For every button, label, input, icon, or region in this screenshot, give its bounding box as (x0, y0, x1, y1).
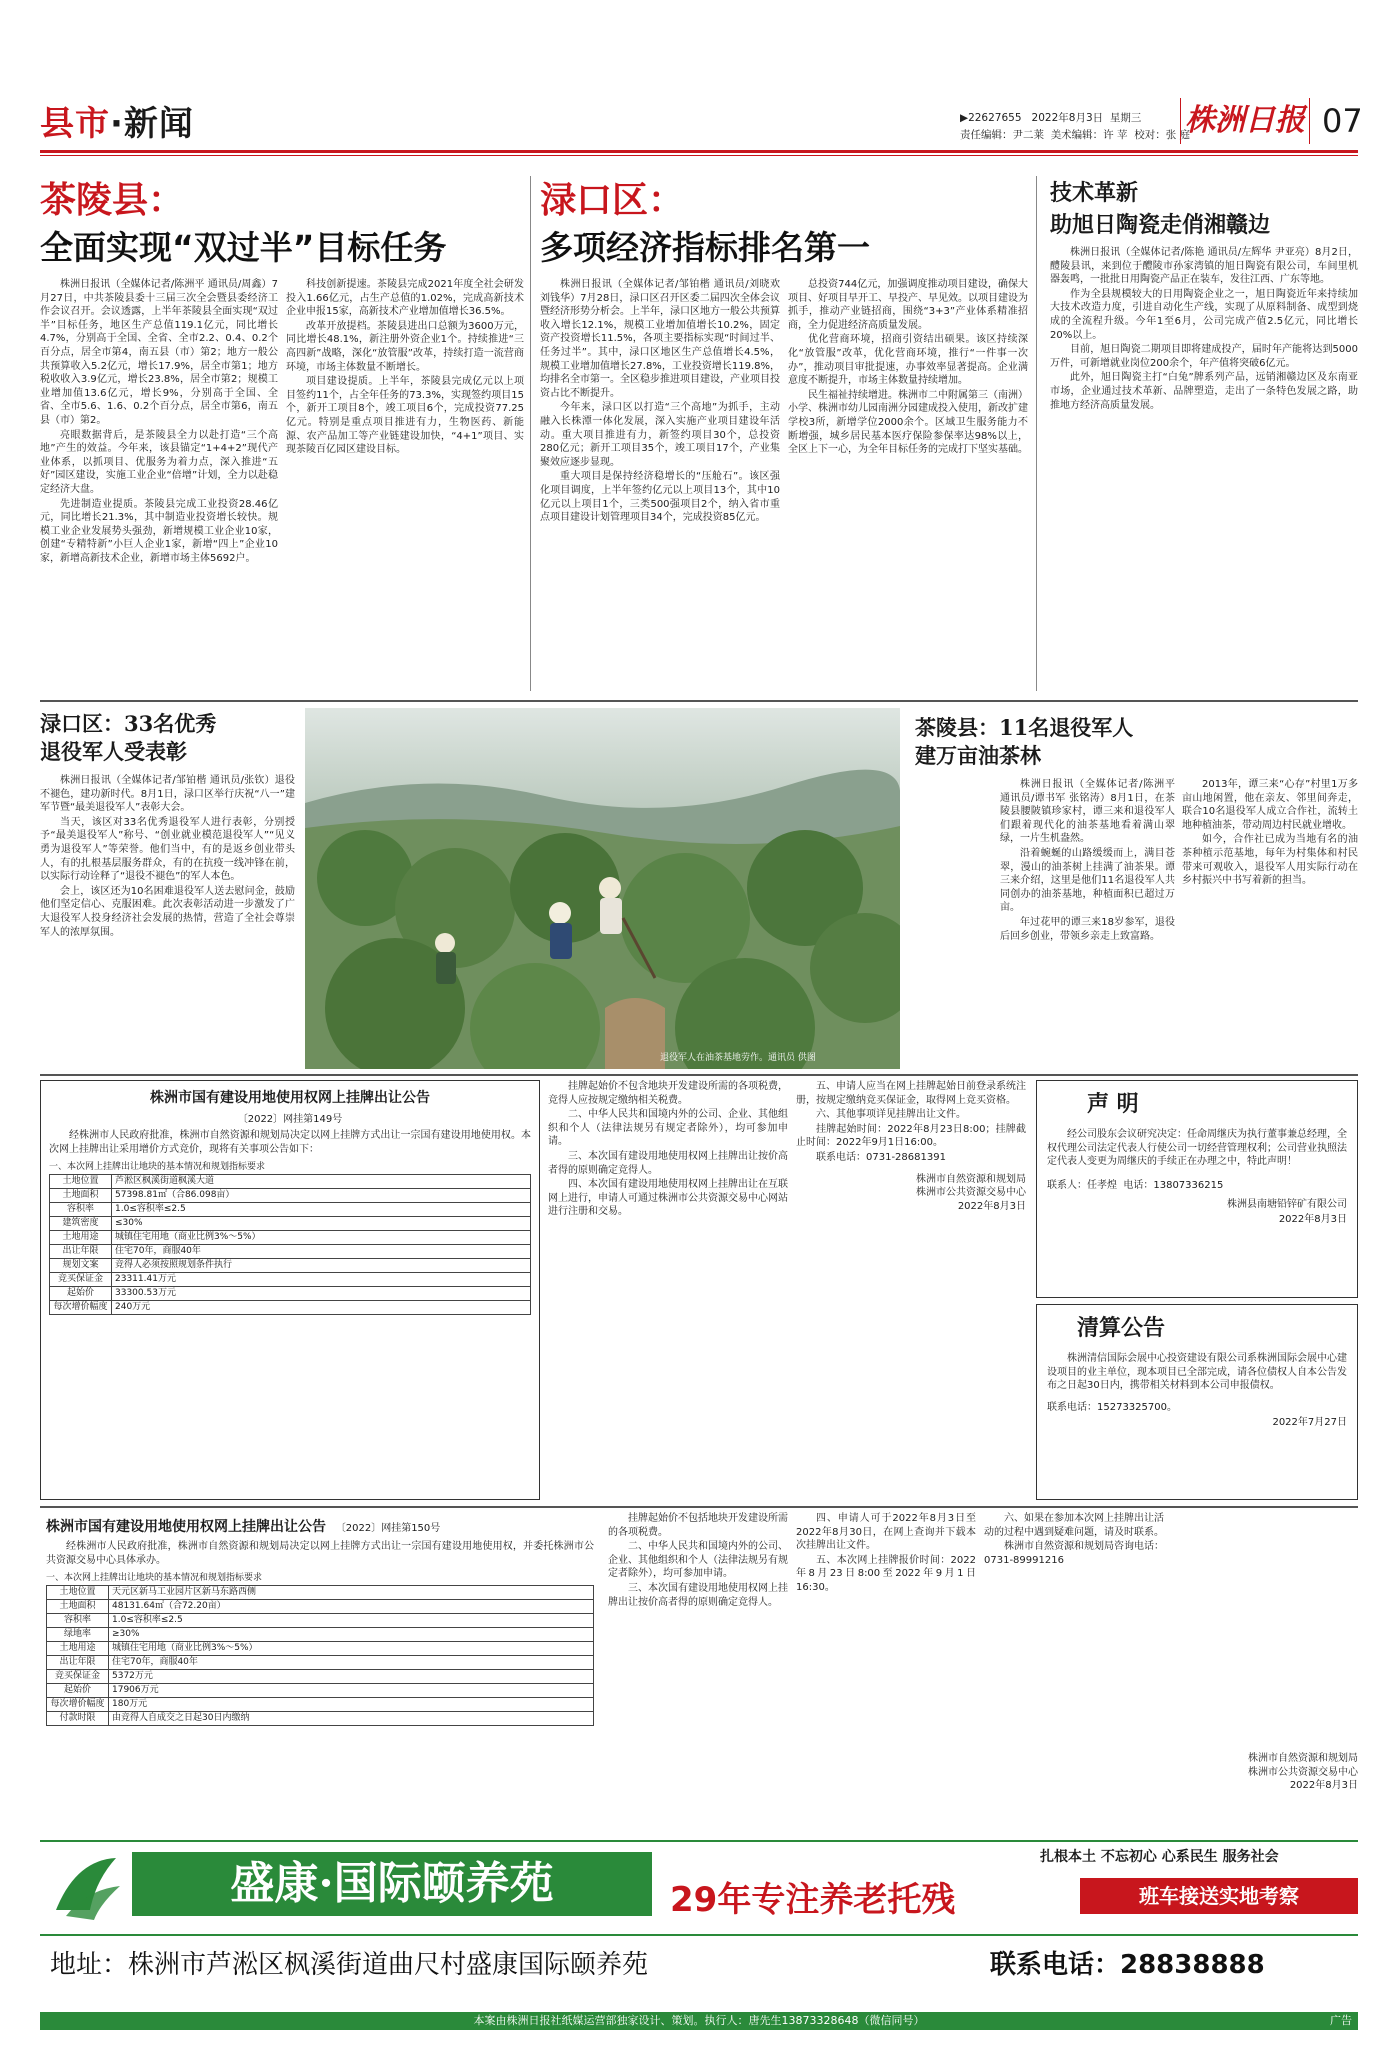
story2-headline: 多项经济指标排名第一 (540, 228, 870, 267)
table-row (50, 1203, 531, 1217)
statement-box (1036, 1080, 1358, 1298)
header-rule-thin (40, 155, 1358, 156)
paragraph: 2013年，谭三来“心存”村里1万多亩山地闲置，他在亲友、邻里间奔走，联合10名退役军人成立合作社，流转土地种植油茶，带动周边村民就业增收。 (1182, 779, 1358, 831)
table-row (47, 1712, 594, 1726)
row-label: 出让年限 (50, 1245, 112, 1259)
liquidation-title: 清算公告 (1077, 1315, 1166, 1341)
notice-title: 株洲市国有建设用地使用权网上挂牌出让公告 〔2022〕网挂第150号 (46, 1519, 441, 1535)
story5-headline-2: 建万亩油茶林 (915, 743, 1041, 768)
table-row (47, 1642, 594, 1656)
table-row (47, 1628, 594, 1642)
statement-body (1047, 1128, 1347, 1170)
proof-credit: 校对：张 庭 (1134, 129, 1191, 141)
table-row (50, 1189, 531, 1203)
photo-illustration (305, 708, 900, 1069)
table-row (47, 1670, 594, 1684)
parcel-table (49, 1174, 531, 1315)
row-label: 土地面积 (47, 1600, 109, 1614)
row-label: 土地用途 (47, 1642, 109, 1656)
row-value: 竞得人必须按照规划条件执行 (112, 1259, 531, 1273)
row-label: 规划文案 (50, 1259, 112, 1273)
table-row (47, 1698, 594, 1712)
ad-footer (40, 2012, 1358, 2030)
row-label: 容积率 (47, 1614, 109, 1628)
paragraph: 二、中华人民共和国境内外的公司、企业、其他组织和个人（法律法规另有规定者除外），均可参加申请。 (548, 1109, 788, 1148)
row-label: 土地用途 (50, 1231, 112, 1245)
row-value: 180万元 (109, 1698, 594, 1712)
row-value: 由竞得人自成交之日起30日内缴纳 (109, 1712, 594, 1726)
liquidation-date: 2022年7月27日 (1272, 1416, 1347, 1428)
paragraph: 株洲日报讯（全媒体记者/陈洲平 通讯员/谭书军 张铭涛）8月1日，在茶陵县腰陂镇珍家村，谭三来和退役军人们跟着现代化的油茶基地看着满山翠绿，一片生机盎然。 (1000, 779, 1175, 845)
row-value: 17906万元 (109, 1684, 594, 1698)
paragraph: 目前，旭日陶瓷二期项目即将建成投产，届时年产能将达到5000万件，可新增就业岗位200余个，年产值将突破6亿元。 (1050, 344, 1358, 369)
header-info (960, 110, 1190, 144)
paragraph: 科技创新提速。茶陵县完成2021年度全社会研发投入1.66亿元，占生产总值的1.02%，完成高新技术企业申报15家，高新技术产业增加值增长36.5%。 (286, 279, 524, 318)
story1-column-2 (286, 278, 524, 698)
row-label: 土地面积 (50, 1189, 112, 1203)
row-label: 竞买保证金 (47, 1670, 109, 1684)
notice-number: 〔2022〕网挂第149号 (237, 1114, 343, 1125)
story3-body (1050, 246, 1358, 694)
row-value: 住宅70年，商服40年 (109, 1656, 594, 1670)
row-label: 出让年限 (47, 1656, 109, 1670)
statement-title: 声 明 (1087, 1091, 1139, 1117)
table-row (50, 1217, 531, 1231)
paragraph: 会上，该区还为10名困难退役军人送去慰问金，鼓励他们坚定信心、克服困难。此次表彰活动进一步激发了广大退役军人投身经济社会发展的热情，营造了全社会尊崇军人的浓厚氛围。 (40, 885, 295, 938)
paragraph: 作为全县规模较大的日用陶瓷企业之一，旭日陶瓷近年来持续加大技术改造力度，引进自动化生产线，实现了从原料制备、成型到烧成的全流程升级。今年1至6月，公司完成产值2.5亿元，同比增长20%以上。 (1050, 288, 1358, 341)
story2-column-1 (540, 278, 780, 698)
paragraph: 株洲日报讯（全媒体记者/陈洲平 通讯员/周鑫）7月27日，中共茶陵县委十三届三次全会暨县委经济工作会议召开。会议透露，上半年茶陵县全面实现“双过半”目标任务，地区生产总值119.1亿元，同比增长4.7%，分别高于全国、全省、全市2.2、0.4、0.2个百分点，居全市第4，南五县（市）第2；地方一般公共预算收入5.2亿元，增长17.9%，居全市第1；地方税收收入3.9亿元，增长23.8%，居全市第2；规模工业增加值13.6亿元，增长9%，分别高于全国、全省、全市5.6、1.6、0.2个百分点，居全市第6，南五县（市）第2。 (40, 279, 278, 426)
oil-tea-photo (305, 708, 900, 1069)
notice1-column-2 (548, 1080, 788, 1500)
row-label: 土地位置 (50, 1175, 112, 1189)
paragraph: 项目建设提质。上半年，茶陵县完成亿元以上项目签约11个，占全年任务的73.3%，实现签约项目15个，新开工项目8个，竣工项目6个，完成投资77.25亿元。特别是重点项目推进有力，生物医药、新能源、农产品加工等产业链建设加快，“4+1”项目、实现茶陵百亿园区建设目标。 (286, 376, 524, 456)
paragraph: 株洲日报讯（全媒体记者/邹铂楷 通讯员/张钦）退役不褪色，建功新时代。8月1日，渌口区举行庆祝“八一”建军节暨“最美退役军人”表彰大会。 (40, 775, 295, 814)
table-row (47, 1684, 594, 1698)
notice-intro (46, 1540, 594, 1568)
notice2-column-5 (1172, 1512, 1358, 1834)
notice-date: 2022年8月3日 (957, 1200, 1026, 1212)
paragraph: 六、其他事项详见挂牌出让文件。 (816, 1109, 966, 1121)
row-label: 起始价 (50, 1287, 112, 1301)
ad-tagline: 29年专注养老托残 (670, 1880, 956, 1920)
statement-date: 2022年8月3日 (1278, 1213, 1347, 1225)
story1-headline: 全面实现“双过半”目标任务 (40, 228, 447, 267)
advertisement (40, 1840, 1358, 2010)
row-label: 起始价 (47, 1684, 109, 1698)
notice-sign: 株洲市自然资源和规划局 (1248, 1753, 1358, 1764)
story4-headline-2: 退役军人受表彰 (40, 739, 187, 764)
table-caption: 一、本次网上挂牌出让地块的基本情况和规划指标要求 (46, 1573, 263, 1584)
issue-date: 2022年8月3日 (1031, 112, 1104, 124)
hotline: ▶22627655 (960, 112, 1022, 124)
row-value: 住宅70年，商服40年 (112, 1245, 531, 1259)
paragraph: 四、申请人可于2022年8月3日至2022年8月30日，在网上查询并下载本次挂牌出让文件。 (796, 1513, 976, 1552)
ad-brand: 盛康·国际颐养苑 (132, 1852, 652, 1916)
paragraph: 四、本次国有建设用地使用权网上挂牌出让在互联网上进行，申请人可通过株洲市公共资源交易中心网站进行注册和交易。 (548, 1179, 788, 1218)
notice-title: 株洲市国有建设用地使用权网上挂牌出让公告 (150, 1090, 430, 1106)
paragraph: 经公司股东会议研究决定：任命周继庆为执行董事兼总经理，全权代理公司法定代表人行使公司一切经营管理权利；公司营业执照法定代表人变更为周继庆的手续正在办理之中，特此声明！ (1047, 1129, 1347, 1168)
section-divider (40, 1074, 1358, 1076)
ad-slogan: 扎根本土 不忘初心 心系民生 服务社会 (1040, 1849, 1279, 1865)
row-label: 每次增价幅度 (50, 1301, 112, 1315)
notice-sign: 株洲市自然资源和规划局 (916, 1173, 1026, 1185)
paragraph: 当天，该区对33名优秀退役军人进行表彰，分别授予“最美退役军人”称号、“创业就业模范退役军人”“见义勇为退役军人”等荣誉。他们当中，有的是返乡创业带头人，有的扎根基层服务群众，有的在抗疫一线冲锋在前，以实际行动诠释了“退役不褪色”的军人本色。 (40, 816, 295, 883)
paragraph: 经株洲市人民政府批准，株洲市自然资源和规划局决定以网上挂牌方式出让一宗国有建设用地使用权。本次网上挂牌出让采用增价方式竞价，现将有关事项公告如下： (49, 1130, 531, 1155)
ad-mark: 广告 (1330, 2014, 1352, 2027)
table-row (50, 1245, 531, 1259)
paragraph: 三、本次国有建设用地使用权网上挂牌出让按价高者得的原则确定竞得人。 (548, 1150, 788, 1176)
header-rule (40, 150, 1358, 153)
paragraph: 经株洲市人民政府批准，株洲市自然资源和规划局决定以网上挂牌方式出让一宗国有建设用地使用权，并委托株洲市公共资源交易中心具体承办。 (46, 1541, 594, 1566)
art-credit: 美术编辑：许 苹 (1050, 129, 1128, 141)
statement-company: 株洲县南塘铅锌矿有限公司 (1227, 1198, 1347, 1210)
story1-kicker: 茶陵县： (40, 179, 185, 221)
row-value: 23311.41万元 (112, 1273, 531, 1287)
notice-contact: 株洲市自然资源和规划局咨询电话：0731-89991216 (984, 1541, 1164, 1566)
notice2-column-2 (608, 1512, 788, 1834)
ad-tagline-2: 班车接送实地考察 (1080, 1878, 1358, 1914)
table-row (50, 1287, 531, 1301)
table-row (50, 1273, 531, 1287)
notice-sign-2: 株洲市公共资源交易中心 (916, 1187, 1026, 1199)
statement-contact (1047, 1176, 1347, 1191)
paragraph: 挂牌起始价不包括地块开发建设所需的各项税费。 (608, 1513, 788, 1538)
contact-phone: 电话：13807336215 (1123, 1179, 1224, 1191)
ad-credit: 本案由株洲日报社纸媒运营部独家设计、策划。执行人：唐先生13873328648（微信同号） (473, 2014, 925, 2027)
paragraph: 五、申请人应当在网上挂牌起始日前登录系统注册，按规定缴纳竞买保证金，取得网上竞买资格。 (796, 1081, 1026, 1106)
row-value: 240万元 (112, 1301, 531, 1315)
row-value: 48131.64㎡（合72.20亩） (109, 1600, 594, 1614)
table-row (50, 1259, 531, 1273)
row-label: 竞买保证金 (50, 1273, 112, 1287)
weekday: 星期三 (1109, 112, 1142, 124)
row-value: ≤30% (112, 1217, 531, 1231)
masthead-logo: 株洲日报 (1180, 98, 1310, 144)
table-row (47, 1600, 594, 1614)
table-row (47, 1656, 594, 1670)
notice1-column-3 (796, 1080, 1026, 1500)
table-row (50, 1231, 531, 1245)
notice-intro (49, 1129, 531, 1157)
notice-number: 〔2022〕网挂第150号 (335, 1523, 441, 1534)
paragraph: 三、本次国有建设用地使用权网上挂牌出让按价高者得的原则确定竞得人。 (608, 1582, 788, 1608)
paragraph: 六、如果在参加本次网上挂牌出让活动的过程中遇到疑难问题，请及时联系。 (984, 1513, 1164, 1538)
editor-credit: 责任编辑：尹二莱 (960, 129, 1044, 141)
row-value: 33300.53万元 (112, 1287, 531, 1301)
table-row (47, 1614, 594, 1628)
contact-name: 联系人：任孝煌 (1047, 1179, 1117, 1191)
notice-contact: 联系电话：0731-28681391 (816, 1151, 946, 1163)
paragraph: 株洲日报讯（全媒体记者/陈艳 通讯员/左辉华 尹亚亮）8月2日，醴陵县讯，来到位于醴陵市孙家湾镇的旭日陶瓷有限公司，车间里机器轰鸣，一批批日用陶瓷产品正在装车，发往江西、广东等地。 (1050, 247, 1358, 286)
notice2-column-3 (796, 1512, 976, 1834)
paragraph: 沿着蜿蜒的山路缓缓而上，满目苍翠，漫山的油茶树上挂满了油茶果。谭三来介绍，这里是他们11名退役军人共同创办的油茶基地，种植面积已超过万亩。 (1000, 847, 1175, 914)
story3-headline: 助旭日陶瓷走俏湘赣边 (1050, 212, 1271, 238)
photo-caption: 退役军人在油茶基地劳作。通讯员 供图 (660, 1053, 816, 1063)
row-value: 1.0≤容积率≤2.5 (109, 1614, 594, 1628)
story3-kicker: 技术革新 (1050, 180, 1139, 206)
paragraph: 总投资744亿元，加强调度推动项目建设，确保大项目、好项目早开工、早投产、早见效。以项目建设为抓手，推动产业链招商，围绕“3+3”产业体系精准招商，全力促进经济高质量发展。 (788, 279, 1028, 331)
row-value: 芦淞区枫溪街道枫溪大道 (112, 1175, 531, 1189)
row-value: 57398.81㎡（合86.098亩） (112, 1189, 531, 1203)
paragraph: 五、本次网上挂牌报价时间：2022年8月23日8:00至2022年9月1日16:30。 (796, 1554, 976, 1593)
liquidation-box (1036, 1304, 1358, 1500)
notice-dates: 挂牌起始时间：2022年8月23日8:00；挂牌截止时间：2022年9月1日16:00。 (796, 1123, 1026, 1149)
paragraph: 重大项目是保持经济稳增长的“压舱石”。该区强化项目调度，上半年签约亿元以上项目13个，其中10亿元以上项目1个，三类500强项目2个，纳入省市重点项目建设计划管理项目34个，完成投资85亿元。 (540, 471, 780, 524)
row-value: 1.0≤容积率≤2.5 (112, 1203, 531, 1217)
paragraph: 优化营商环境，招商引资结出硕果。该区持续深化“放管服”改革，优化营商环境，推行“一件事一次办”，推动项目审批提速，办事效率显著提高。企业满意度不断提升，市场主体数量持续增加。 (788, 334, 1028, 387)
ad-address: 地址：株洲市芦淞区枫溪街道曲尺村盛康国际颐养苑 (50, 1950, 649, 1980)
column-divider (530, 176, 531, 691)
section-title: 县市·新闻 (40, 104, 194, 144)
liquidation-contact: 联系电话：15273325700。 (1047, 1401, 1177, 1413)
paragraph: 株洲日报讯（全媒体记者/邹铂楷 通讯员/刘晓欢 刘钱华）7月28日，渌口区召开区委二届四次全体会议暨经济形势分析会。上半年，渌口区地方一般公共预算收入增长12.1%，规模工业增加值增长10.2%，固定资产投资增长11.5%，各项主要指标实现“时间过半、任务过半”。其中，渌口区地区生产总值增长4.5%，规模工业增加值增长27.8%，工业投资增长119.8%，均排名全市第一。全区稳步推进项目建设，产业项目投资占比不断提升。 (540, 279, 780, 399)
row-value: 城镇住宅用地（商业比例3%～5%） (109, 1642, 594, 1656)
parcel-table (46, 1585, 594, 1726)
page-number: 07 (1322, 102, 1363, 140)
story5-column-1 (1000, 778, 1175, 1068)
table-row (50, 1301, 531, 1315)
liquidation-body (1047, 1352, 1347, 1394)
row-value: 天元区新马工业园片区新马东路西侧 (109, 1586, 594, 1600)
paragraph: 二、中华人民共和国境内外的公司、企业、其他组织和个人（法律法规另有规定者除外），均可参加申请。 (608, 1541, 788, 1580)
story2-kicker: 渌口区： (540, 179, 685, 221)
story4-body (40, 774, 295, 1069)
story2-column-2 (788, 278, 1028, 698)
story4-headline-1: 渌口区：33名优秀 (40, 711, 217, 736)
ad-phone: 联系电话：28838888 (990, 1950, 1265, 1980)
story5-column-2 (1182, 778, 1358, 1068)
row-value: ≥30% (109, 1628, 594, 1642)
row-label: 付款时限 (47, 1712, 109, 1726)
paragraph: 如今，合作社已成为当地有名的油茶种植示范基地，每年为村集体和村民带来可观收入，退役军人用实际行动在乡村振兴中书写着新的担当。 (1182, 834, 1358, 887)
row-label: 绿地率 (47, 1628, 109, 1642)
notice-date: 2022年8月3日 (1289, 1780, 1358, 1792)
ad-divider (40, 1934, 1358, 1936)
row-label: 建筑密度 (50, 1217, 112, 1231)
table-row (47, 1586, 594, 1600)
crane-logo-icon (46, 1850, 126, 1926)
paragraph: 先进制造业提质。茶陵县完成工业投资28.46亿元，同比增长21.3%，其中制造业投资增长较快。规模工业企业发展势头强劲，新增规模工业企业10家，创建“专精特新”小巨人企业1家，新增“四上”企业10家，新增高新技术企业，新增市场主体5692户。 (40, 498, 278, 564)
notice-sign-2: 株洲市公共资源交易中心 (1248, 1766, 1358, 1778)
table-caption: 一、本次网上挂牌出让地块的基本情况和规划指标要求 (49, 1162, 266, 1173)
row-value: 5372万元 (109, 1670, 594, 1684)
paragraph: 民生福祉持续增进。株洲市二中附属第三（南洲）小学、株洲市幼儿园南洲分园建成投入使用，新改扩建学校3所，新增学位2000余个。区域卫生服务能力不断增强，城乡居民基本医疗保险参保率达98%以上，全区上下一心，为全年目标任务的完成打下坚实基础。 (788, 389, 1028, 456)
row-label: 土地位置 (47, 1586, 109, 1600)
paragraph: 亮眼数据背后，是茶陵县全力以赴打造“三个高地”产生的效益。今年来，该县锚定“1+4+2”现代产业体系，以抓项目、优服务为着力点，深入推进“五好”园区建设，实施工业企业“倍增”计划，全力以赴稳定经济大盘。 (40, 429, 278, 495)
column-divider (1036, 176, 1037, 691)
story1-column-1 (40, 278, 278, 698)
row-label: 每次增价幅度 (47, 1698, 109, 1712)
row-value: 城镇住宅用地（商业比例3%～5%） (112, 1231, 531, 1245)
ad-band (40, 1846, 1358, 1930)
section-divider (40, 700, 1358, 702)
row-label: 容积率 (50, 1203, 112, 1217)
paragraph: 此外，旭日陶瓷主打“白兔”牌系列产品，远销湘赣边区及东南亚市场，企业通过技术革新、品牌塑造，走出了一条特色发展之路，助推地方经济高质量发展。 (1050, 372, 1358, 411)
paragraph: 改革开放提档。茶陵县进出口总额为3600万元，同比增长48.1%，新注册外资企业1个。持续推进“三高四新”战略，深化“放管服”改革，持续打造一流营商环境，市场主体数量不断增长。 (286, 320, 524, 373)
paragraph: 年过花甲的谭三来18岁参军，退役后回乡创业，带领乡亲走上致富路。 (1000, 916, 1175, 942)
paragraph: 挂牌起始价不包含地块开发建设所需的各项税费，竞得人应按规定缴纳相关税费。 (548, 1081, 788, 1106)
land-notice-150 (40, 1512, 600, 1834)
table-row (50, 1175, 531, 1189)
land-notice-149 (40, 1080, 540, 1500)
paragraph: 今年来，渌口区以打造“三个高地”为抓手，主动融入长株潭一体化发展，深入实施产业项目建设年活动。重大项目推进有力，新签约项目30个，总投资280亿元；新开工项目35个，竣工项目17个，产业集聚效应逐步显现。 (540, 402, 780, 468)
paragraph: 株洲清信国际会展中心投资建设有限公司系株洲国际会展中心建设项目的业主单位，现本项目已全部完成，请各位债权人自本公告发布之日起30日内，携带相关材料到本公司申报债权。 (1047, 1353, 1347, 1392)
section-divider (40, 1506, 1358, 1508)
story5-headline-1: 茶陵县：11名退役军人 (915, 715, 1134, 740)
notice2-column-4 (984, 1512, 1164, 1834)
